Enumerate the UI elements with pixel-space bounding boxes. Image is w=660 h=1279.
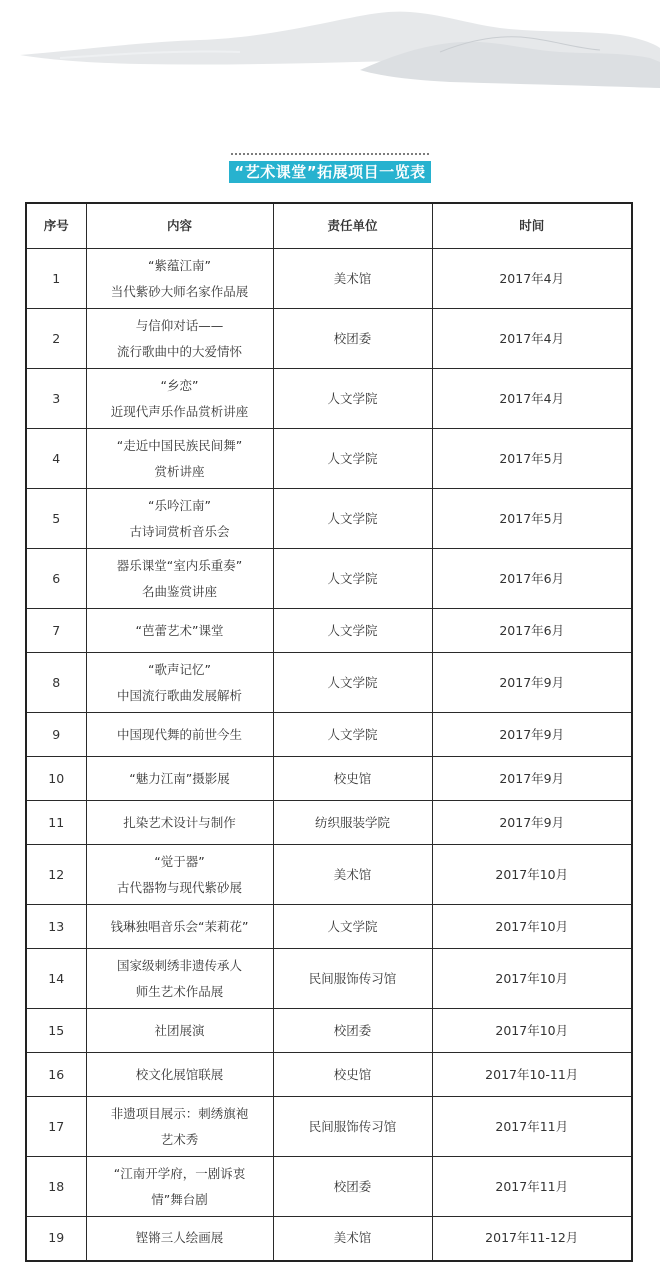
cell-unit: 民间服饰传习馆 — [273, 949, 432, 1009]
cell-time: 2017年5月 — [432, 489, 632, 549]
cell-no: 4 — [26, 429, 86, 489]
cell-content — [86, 609, 273, 653]
cell-time: 2017年10月 — [432, 949, 632, 1009]
content-line: 艺术秀 — [160, 1131, 199, 1147]
cell-no: 1 — [26, 249, 86, 309]
cell-no: 7 — [26, 609, 86, 653]
table-row — [26, 549, 632, 609]
content-line: 校文化展馆联展 — [135, 1066, 224, 1082]
content-line: 近现代声乐作品赏析讲座 — [110, 403, 249, 419]
cell-content — [86, 309, 273, 369]
table-row — [26, 249, 632, 309]
content-line: 国家级刺绣非遗传承人 — [116, 957, 242, 973]
content-line: 古诗词赏析音乐会 — [129, 523, 230, 539]
cell-content — [86, 489, 273, 549]
cell-no: 11 — [26, 801, 86, 845]
cell-no: 19 — [26, 1217, 86, 1261]
cell-content — [86, 369, 273, 429]
cell-content — [86, 549, 273, 609]
table-row — [26, 429, 632, 489]
table-title: “艺术课堂”拓展项目一览表 — [229, 161, 430, 183]
cell-time: 2017年10月 — [432, 845, 632, 905]
table-row — [26, 653, 632, 713]
cell-content — [86, 713, 273, 757]
cell-unit: 校团委 — [273, 1009, 432, 1053]
cell-time: 2017年4月 — [432, 309, 632, 369]
cell-time: 2017年10月 — [432, 1009, 632, 1053]
header-no: 序号 — [26, 203, 86, 249]
table-row — [26, 309, 632, 369]
content-line: 流行歌曲中的大爱情怀 — [116, 343, 242, 359]
cell-no: 9 — [26, 713, 86, 757]
cell-no: 15 — [26, 1009, 86, 1053]
cell-no: 16 — [26, 1053, 86, 1097]
cell-content — [86, 653, 273, 713]
table-row — [26, 1009, 632, 1053]
cell-content — [86, 429, 273, 489]
cell-time: 2017年9月 — [432, 653, 632, 713]
cell-unit: 校团委 — [273, 309, 432, 369]
cell-time: 2017年4月 — [432, 249, 632, 309]
table-row — [26, 1217, 632, 1261]
table-body — [26, 249, 632, 1261]
cell-unit: 校史馆 — [273, 1053, 432, 1097]
table-row — [26, 1053, 632, 1097]
cell-unit: 人文学院 — [273, 549, 432, 609]
table-row — [26, 757, 632, 801]
content-line: “紫蕴江南” — [148, 257, 211, 273]
cell-content — [86, 1009, 273, 1053]
content-line: “乡恋” — [160, 377, 199, 393]
table-title-block — [0, 153, 660, 183]
cell-unit: 民间服饰传习馆 — [273, 1097, 432, 1157]
cell-content — [86, 1217, 273, 1261]
content-line: 器乐课堂“室内乐重奏” — [116, 557, 243, 573]
content-line: 古代器物与现代紫砂展 — [116, 879, 242, 895]
cell-unit: 校团委 — [273, 1157, 432, 1217]
cell-content — [86, 845, 273, 905]
table-row — [26, 949, 632, 1009]
content-line: 铿锵三人绘画展 — [135, 1230, 224, 1246]
content-line: “乐吟江南” — [148, 497, 211, 513]
cell-no: 3 — [26, 369, 86, 429]
header-time: 时间 — [432, 203, 632, 249]
cell-content — [86, 757, 273, 801]
content-line: 扎染艺术设计与制作 — [123, 814, 236, 830]
cell-unit: 人文学院 — [273, 609, 432, 653]
header-unit: 责任单位 — [273, 203, 432, 249]
table-row — [26, 1157, 632, 1217]
cell-time: 2017年9月 — [432, 801, 632, 845]
cell-no: 12 — [26, 845, 86, 905]
content-line: “走近中国民族民间舞” — [116, 437, 243, 453]
table-row — [26, 609, 632, 653]
cell-no: 13 — [26, 905, 86, 949]
cell-time: 2017年11-12月 — [432, 1217, 632, 1261]
cell-unit: 美术馆 — [273, 249, 432, 309]
cell-no: 17 — [26, 1097, 86, 1157]
content-line: 名曲鉴赏讲座 — [141, 583, 217, 599]
table-row — [26, 489, 632, 549]
content-line: 师生艺术作品展 — [135, 983, 224, 999]
cell-time: 2017年10月 — [432, 905, 632, 949]
cell-time: 2017年11月 — [432, 1097, 632, 1157]
cell-no: 10 — [26, 757, 86, 801]
table-row — [26, 369, 632, 429]
cell-content — [86, 249, 273, 309]
content-line: 非遗项目展示：刺绣旗袍 — [110, 1105, 249, 1121]
cell-unit: 人文学院 — [273, 489, 432, 549]
content-line: “芭蕾艺术”课堂 — [135, 622, 224, 638]
content-line: 与信仰对话—— — [135, 317, 224, 333]
cell-unit: 美术馆 — [273, 845, 432, 905]
cell-time: 2017年9月 — [432, 757, 632, 801]
table-row — [26, 713, 632, 757]
table-row — [26, 1097, 632, 1157]
cell-no: 6 — [26, 549, 86, 609]
cell-no: 18 — [26, 1157, 86, 1217]
cell-content — [86, 1053, 273, 1097]
cell-unit: 人文学院 — [273, 429, 432, 489]
cell-content — [86, 1097, 273, 1157]
cell-time: 2017年6月 — [432, 549, 632, 609]
content-line: 中国现代舞的前世今生 — [116, 726, 242, 742]
cell-unit: 人文学院 — [273, 653, 432, 713]
project-table — [25, 202, 633, 1262]
content-line: “歌声记忆” — [148, 661, 211, 677]
table-row — [26, 801, 632, 845]
content-line: 情”舞台剧 — [151, 1191, 208, 1207]
content-line: 社团展演 — [154, 1022, 205, 1038]
table-header-row — [26, 203, 632, 249]
content-line: “江南开学府，一剧诉衷 — [113, 1165, 246, 1181]
cell-no: 14 — [26, 949, 86, 1009]
cell-time: 2017年11月 — [432, 1157, 632, 1217]
content-line: 赏析讲座 — [154, 463, 205, 479]
cell-time: 2017年9月 — [432, 713, 632, 757]
cell-unit: 人文学院 — [273, 713, 432, 757]
cell-no: 8 — [26, 653, 86, 713]
title-dotted-rule — [231, 153, 429, 155]
cell-time: 2017年6月 — [432, 609, 632, 653]
cell-time: 2017年5月 — [432, 429, 632, 489]
cell-content — [86, 1157, 273, 1217]
mountain-ink-decoration — [0, 0, 660, 100]
cell-unit: 美术馆 — [273, 1217, 432, 1261]
content-line: 钱琳独唱音乐会“茉莉花” — [110, 918, 249, 934]
content-line: “觉于器” — [154, 853, 205, 869]
content-line: 中国流行歌曲发展解析 — [116, 687, 242, 703]
cell-time: 2017年10-11月 — [432, 1053, 632, 1097]
cell-unit: 人文学院 — [273, 905, 432, 949]
table-row — [26, 845, 632, 905]
table-row — [26, 905, 632, 949]
content-line: 当代紫砂大师名家作品展 — [110, 283, 249, 299]
cell-unit: 纺织服装学院 — [273, 801, 432, 845]
cell-time: 2017年4月 — [432, 369, 632, 429]
content-line: “魅力江南”摄影展 — [129, 770, 230, 786]
cell-content — [86, 905, 273, 949]
cell-no: 2 — [26, 309, 86, 369]
cell-unit: 校史馆 — [273, 757, 432, 801]
cell-no: 5 — [26, 489, 86, 549]
cell-content — [86, 949, 273, 1009]
cell-content — [86, 801, 273, 845]
cell-unit: 人文学院 — [273, 369, 432, 429]
header-content: 内容 — [86, 203, 273, 249]
